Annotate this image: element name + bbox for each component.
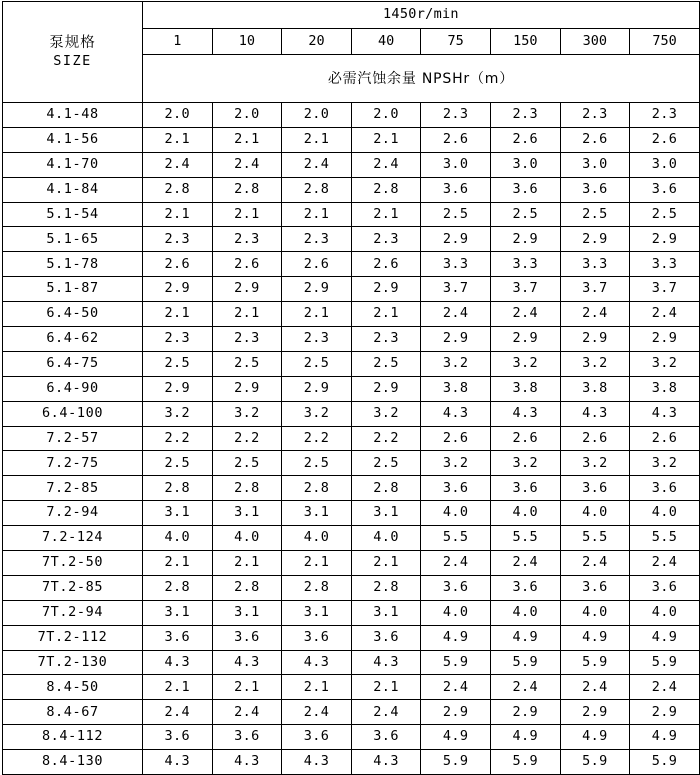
npshr-value-cell: 4.3 <box>421 401 491 426</box>
npshr-value-cell: 2.1 <box>212 302 282 327</box>
npshr-value-cell: 3.0 <box>421 152 491 177</box>
table-row <box>3 600 700 625</box>
npshr-value-cell: 4.3 <box>630 401 700 426</box>
npshr-value-cell: 4.0 <box>560 600 630 625</box>
npshr-value-cell: 2.3 <box>212 227 282 252</box>
npshr-value-cell: 2.4 <box>490 302 560 327</box>
flow-header-40: 40 <box>351 29 421 55</box>
npshr-value-cell: 3.6 <box>421 476 491 501</box>
npshr-value-cell: 2.1 <box>282 551 352 576</box>
npshr-value-cell: 4.0 <box>490 501 560 526</box>
npshr-value-cell: 2.5 <box>630 202 700 227</box>
npshr-value-cell: 2.6 <box>630 127 700 152</box>
npshr-value-cell: 2.3 <box>630 103 700 128</box>
npshr-value-cell: 2.9 <box>351 277 421 302</box>
npshr-value-cell: 2.9 <box>212 376 282 401</box>
npshr-value-cell: 2.9 <box>490 700 560 725</box>
table-row <box>3 575 700 600</box>
npshr-value-cell: 3.8 <box>421 376 491 401</box>
npshr-value-cell: 2.9 <box>143 376 213 401</box>
npshr-value-cell: 2.4 <box>560 302 630 327</box>
table-row <box>3 501 700 526</box>
npshr-value-cell: 2.8 <box>282 177 352 202</box>
npshr-value-cell: 2.3 <box>351 227 421 252</box>
npshr-value-cell: 3.6 <box>351 725 421 750</box>
npshr-value-cell: 2.0 <box>351 103 421 128</box>
pump-size-cell: 7T.2-130 <box>3 650 143 675</box>
npshr-value-cell: 3.0 <box>490 152 560 177</box>
npshr-value-cell: 3.7 <box>490 277 560 302</box>
npshr-value-cell: 4.0 <box>560 501 630 526</box>
npshr-value-cell: 2.1 <box>143 302 213 327</box>
npshr-value-cell: 2.4 <box>282 700 352 725</box>
npshr-value-cell: 2.0 <box>143 103 213 128</box>
npshr-value-cell: 3.1 <box>351 501 421 526</box>
npshr-value-cell: 2.6 <box>490 127 560 152</box>
npshr-value-cell: 3.6 <box>212 625 282 650</box>
table-row <box>3 202 700 227</box>
npshr-value-cell: 5.9 <box>560 650 630 675</box>
table-row <box>3 327 700 352</box>
npshr-value-cell: 2.1 <box>282 202 352 227</box>
npshr-value-cell: 2.4 <box>630 675 700 700</box>
npshr-value-cell: 2.3 <box>212 327 282 352</box>
npshr-value-cell: 2.1 <box>351 302 421 327</box>
npshr-value-cell: 3.2 <box>351 401 421 426</box>
npshr-value-cell: 4.9 <box>490 725 560 750</box>
table-row <box>3 103 700 128</box>
table-row <box>3 625 700 650</box>
npshr-value-cell: 3.6 <box>630 177 700 202</box>
npshr-value-cell: 3.1 <box>143 501 213 526</box>
npshr-value-cell: 3.6 <box>351 625 421 650</box>
table-row <box>3 127 700 152</box>
npshr-value-cell: 2.5 <box>212 351 282 376</box>
npshr-specification-table <box>2 1 700 775</box>
npshr-value-cell: 3.2 <box>421 351 491 376</box>
npshr-value-cell: 2.4 <box>630 302 700 327</box>
npshr-value-cell: 5.9 <box>421 750 491 775</box>
npshr-value-cell: 4.0 <box>212 526 282 551</box>
npshr-value-cell: 2.1 <box>351 675 421 700</box>
npshr-value-cell: 3.6 <box>630 476 700 501</box>
pump-size-cell: 6.4-75 <box>3 351 143 376</box>
table-row <box>3 650 700 675</box>
npshr-value-cell: 4.3 <box>212 750 282 775</box>
npshr-value-cell: 2.6 <box>143 252 213 277</box>
npshr-value-cell: 2.5 <box>282 451 352 476</box>
npshr-value-cell: 2.3 <box>282 227 352 252</box>
npshr-value-cell: 3.6 <box>490 476 560 501</box>
npshr-value-cell: 4.0 <box>421 600 491 625</box>
npshr-value-cell: 2.9 <box>560 700 630 725</box>
npshr-value-cell: 4.0 <box>421 501 491 526</box>
npshr-value-cell: 4.3 <box>282 650 352 675</box>
pump-size-cell: 8.4-130 <box>3 750 143 775</box>
npshr-value-cell: 4.9 <box>630 625 700 650</box>
npshr-value-cell: 2.0 <box>282 103 352 128</box>
npshr-value-cell: 3.1 <box>143 600 213 625</box>
pump-size-cell: 7T.2-94 <box>3 600 143 625</box>
table-row <box>3 401 700 426</box>
npshr-value-cell: 3.3 <box>560 252 630 277</box>
npshr-value-cell: 2.4 <box>351 700 421 725</box>
npshr-value-cell: 3.3 <box>490 252 560 277</box>
table-row <box>3 426 700 451</box>
pump-size-cell: 7.2-85 <box>3 476 143 501</box>
npshr-value-cell: 2.9 <box>212 277 282 302</box>
pump-size-cell: 8.4-50 <box>3 675 143 700</box>
npshr-value-cell: 3.2 <box>143 401 213 426</box>
pump-size-cell: 7.2-75 <box>3 451 143 476</box>
npshr-value-cell: 2.5 <box>351 451 421 476</box>
npshr-value-cell: 2.1 <box>351 202 421 227</box>
npshr-value-cell: 3.8 <box>490 376 560 401</box>
npshr-value-cell: 4.0 <box>351 526 421 551</box>
table-row <box>3 177 700 202</box>
npshr-value-cell: 3.8 <box>630 376 700 401</box>
npshr-value-cell: 2.8 <box>351 575 421 600</box>
npshr-value-cell: 4.3 <box>490 401 560 426</box>
npshr-value-cell: 2.4 <box>421 551 491 576</box>
npshr-value-cell: 4.0 <box>630 501 700 526</box>
npshr-value-cell: 3.6 <box>630 575 700 600</box>
table-row <box>3 526 700 551</box>
npshr-value-cell: 2.8 <box>351 177 421 202</box>
npshr-value-cell: 3.2 <box>630 351 700 376</box>
pump-size-cell: 4.1-48 <box>3 103 143 128</box>
npshr-value-cell: 3.0 <box>560 152 630 177</box>
npshr-value-cell: 2.1 <box>143 127 213 152</box>
npshr-value-cell: 4.9 <box>490 625 560 650</box>
npshr-value-cell: 2.8 <box>282 575 352 600</box>
npshr-value-cell: 2.1 <box>143 675 213 700</box>
npshr-value-cell: 4.3 <box>212 650 282 675</box>
pump-size-cell: 8.4-112 <box>3 725 143 750</box>
npshr-value-cell: 4.9 <box>630 725 700 750</box>
table-row <box>3 451 700 476</box>
npshr-value-cell: 5.9 <box>421 650 491 675</box>
npshr-value-cell: 5.9 <box>630 650 700 675</box>
npshr-value-cell: 2.1 <box>282 675 352 700</box>
npshr-value-cell: 2.4 <box>560 675 630 700</box>
npshr-value-cell: 3.7 <box>560 277 630 302</box>
npshr-value-cell: 3.2 <box>560 351 630 376</box>
npshr-value-cell: 2.5 <box>421 202 491 227</box>
npshr-value-cell: 4.3 <box>143 650 213 675</box>
npshr-value-cell: 3.6 <box>143 725 213 750</box>
npshr-value-cell: 2.9 <box>630 227 700 252</box>
npshr-value-cell: 3.2 <box>282 401 352 426</box>
npshr-value-cell: 2.8 <box>143 575 213 600</box>
npshr-value-cell: 2.3 <box>351 327 421 352</box>
npshr-value-cell: 3.7 <box>421 277 491 302</box>
npshr-value-cell: 2.4 <box>212 152 282 177</box>
npshr-value-cell: 3.1 <box>212 600 282 625</box>
pump-size-cell: 5.1-87 <box>3 277 143 302</box>
npshr-value-cell: 2.6 <box>212 252 282 277</box>
table-row <box>3 675 700 700</box>
npshr-value-cell: 3.6 <box>560 476 630 501</box>
npshr-value-cell: 2.3 <box>143 227 213 252</box>
npshr-value-cell: 2.6 <box>630 426 700 451</box>
npshr-value-cell: 3.2 <box>490 451 560 476</box>
npshr-value-cell: 4.3 <box>282 750 352 775</box>
npshr-value-cell: 2.9 <box>490 227 560 252</box>
npshr-value-cell: 3.6 <box>490 575 560 600</box>
npshr-value-cell: 2.4 <box>630 551 700 576</box>
flow-header-10: 10 <box>212 29 282 55</box>
flow-header-750: 750 <box>630 29 700 55</box>
npshr-value-cell: 2.4 <box>351 152 421 177</box>
npshr-value-cell: 3.6 <box>421 177 491 202</box>
npshr-value-cell: 2.3 <box>143 327 213 352</box>
npshr-value-cell: 2.1 <box>351 127 421 152</box>
npshr-value-cell: 2.9 <box>560 327 630 352</box>
npshr-value-cell: 3.3 <box>630 252 700 277</box>
npshr-value-cell: 2.5 <box>282 351 352 376</box>
npshr-value-cell: 3.1 <box>282 600 352 625</box>
npshr-value-cell: 3.6 <box>490 177 560 202</box>
npshr-value-cell: 2.8 <box>282 476 352 501</box>
table-row <box>3 551 700 576</box>
npshr-value-cell: 2.4 <box>560 551 630 576</box>
npshr-value-cell: 4.0 <box>282 526 352 551</box>
npshr-value-cell: 3.3 <box>421 252 491 277</box>
pump-size-cell: 7.2-124 <box>3 526 143 551</box>
npshr-value-cell: 5.9 <box>490 750 560 775</box>
pump-size-cell: 6.4-100 <box>3 401 143 426</box>
npshr-value-cell: 4.9 <box>560 725 630 750</box>
table-row <box>3 277 700 302</box>
pump-size-cell: 6.4-62 <box>3 327 143 352</box>
flow-header-150: 150 <box>490 29 560 55</box>
npshr-value-cell: 2.1 <box>282 127 352 152</box>
npshr-value-cell: 5.5 <box>421 526 491 551</box>
pump-size-cell: 8.4-67 <box>3 700 143 725</box>
npshr-value-cell: 2.5 <box>490 202 560 227</box>
npshr-value-cell: 2.3 <box>560 103 630 128</box>
npshr-value-cell: 2.2 <box>143 426 213 451</box>
size-header-cell <box>3 2 143 103</box>
npshr-value-cell: 3.6 <box>560 177 630 202</box>
npshr-value-cell: 2.1 <box>143 202 213 227</box>
npshr-value-cell: 4.3 <box>143 750 213 775</box>
npshr-value-cell: 2.4 <box>143 152 213 177</box>
npshr-value-cell: 5.9 <box>560 750 630 775</box>
npshr-value-cell: 3.6 <box>282 725 352 750</box>
npshr-value-cell: 2.4 <box>490 675 560 700</box>
npshr-value-cell: 3.0 <box>630 152 700 177</box>
table-row <box>3 152 700 177</box>
npshr-value-cell: 4.9 <box>421 625 491 650</box>
table-row <box>3 351 700 376</box>
npshr-value-cell: 2.9 <box>560 227 630 252</box>
npshr-value-cell: 2.9 <box>490 327 560 352</box>
npshr-value-cell: 2.6 <box>421 127 491 152</box>
npshr-value-cell: 2.5 <box>351 351 421 376</box>
pump-size-cell: 5.1-65 <box>3 227 143 252</box>
npshr-value-cell: 2.2 <box>212 426 282 451</box>
flow-header-1: 1 <box>143 29 213 55</box>
npshr-value-cell: 2.3 <box>490 103 560 128</box>
npshr-value-cell: 2.3 <box>421 103 491 128</box>
npshr-value-cell: 2.8 <box>351 476 421 501</box>
table-row <box>3 750 700 775</box>
npshr-value-cell: 4.9 <box>560 625 630 650</box>
pump-size-cell: 5.1-78 <box>3 252 143 277</box>
npshr-value-cell: 2.1 <box>212 551 282 576</box>
table-row <box>3 227 700 252</box>
npshr-value-cell: 2.5 <box>212 451 282 476</box>
pump-size-cell: 6.4-50 <box>3 302 143 327</box>
flow-header-20: 20 <box>282 29 352 55</box>
pump-size-cell: 7T.2-112 <box>3 625 143 650</box>
npshr-value-cell: 2.1 <box>282 302 352 327</box>
npshr-value-cell: 2.9 <box>282 277 352 302</box>
table-header <box>3 2 700 103</box>
npshr-value-cell: 2.8 <box>212 177 282 202</box>
npshr-value-cell: 2.8 <box>212 476 282 501</box>
table-row <box>3 302 700 327</box>
table-row <box>3 700 700 725</box>
npshr-value-cell: 3.1 <box>212 501 282 526</box>
npshr-value-cell: 2.3 <box>282 327 352 352</box>
npshr-value-cell: 2.4 <box>282 152 352 177</box>
pump-size-cell: 4.1-84 <box>3 177 143 202</box>
npshr-value-cell: 5.5 <box>630 526 700 551</box>
npshr-value-cell: 2.4 <box>421 302 491 327</box>
npshr-value-cell: 2.6 <box>421 426 491 451</box>
table-row <box>3 476 700 501</box>
table-row <box>3 376 700 401</box>
npshr-value-cell: 2.9 <box>421 227 491 252</box>
npshr-value-cell: 3.6 <box>282 625 352 650</box>
npshr-value-cell: 4.3 <box>560 401 630 426</box>
flow-header-75: 75 <box>421 29 491 55</box>
npshr-value-cell: 2.4 <box>212 700 282 725</box>
npshr-value-cell: 2.8 <box>143 177 213 202</box>
npshr-value-cell: 3.7 <box>630 277 700 302</box>
pump-size-cell: 4.1-56 <box>3 127 143 152</box>
npshr-value-cell: 3.1 <box>282 501 352 526</box>
npshr-value-cell: 3.2 <box>630 451 700 476</box>
npshr-value-cell: 4.0 <box>490 600 560 625</box>
npshr-value-cell: 2.8 <box>143 476 213 501</box>
npshr-value-cell: 2.9 <box>421 327 491 352</box>
npshr-value-cell: 4.9 <box>421 725 491 750</box>
npshr-value-cell: 2.6 <box>560 426 630 451</box>
npshr-value-cell: 2.1 <box>212 202 282 227</box>
size-header-label-cn: 泵规格 <box>49 34 96 51</box>
npshr-value-cell: 2.1 <box>143 551 213 576</box>
npshr-value-cell: 5.5 <box>490 526 560 551</box>
npshr-value-cell: 2.9 <box>421 700 491 725</box>
npshr-value-cell: 3.6 <box>143 625 213 650</box>
npshr-value-cell: 2.9 <box>143 277 213 302</box>
npshr-value-cell: 3.6 <box>421 575 491 600</box>
table-body <box>3 103 700 775</box>
npshr-value-cell: 2.4 <box>143 700 213 725</box>
npshr-value-cell: 2.1 <box>212 675 282 700</box>
npshr-value-cell: 3.2 <box>490 351 560 376</box>
npshr-value-cell: 2.5 <box>143 451 213 476</box>
npshr-value-cell: 3.2 <box>212 401 282 426</box>
pump-size-cell: 7T.2-85 <box>3 575 143 600</box>
npshr-value-cell: 2.8 <box>212 575 282 600</box>
npshr-value-cell: 3.6 <box>212 725 282 750</box>
npshr-value-cell: 2.1 <box>351 551 421 576</box>
npshr-value-cell: 2.6 <box>490 426 560 451</box>
speed-header-cell: 1450r/min <box>143 2 700 29</box>
npshr-value-cell: 2.0 <box>212 103 282 128</box>
npshr-value-cell: 2.1 <box>212 127 282 152</box>
npshr-value-cell: 3.2 <box>421 451 491 476</box>
npshr-value-cell: 2.4 <box>421 675 491 700</box>
table-row <box>3 725 700 750</box>
npshr-value-cell: 2.5 <box>560 202 630 227</box>
npshr-value-cell: 2.4 <box>490 551 560 576</box>
npshr-value-cell: 5.9 <box>490 650 560 675</box>
pump-size-cell: 6.4-90 <box>3 376 143 401</box>
pump-size-cell: 7T.2-50 <box>3 551 143 576</box>
npshr-value-cell: 2.6 <box>282 252 352 277</box>
npshr-value-cell: 4.0 <box>630 600 700 625</box>
npshr-value-cell: 2.9 <box>630 700 700 725</box>
npshr-value-cell: 2.5 <box>143 351 213 376</box>
table-row <box>3 252 700 277</box>
npshr-value-cell: 3.8 <box>560 376 630 401</box>
npshr-value-cell: 3.6 <box>560 575 630 600</box>
npshr-header-cell: 必需汽蚀余量 NPSHr（m） <box>143 55 700 103</box>
npshr-value-cell: 2.9 <box>630 327 700 352</box>
npshr-value-cell: 2.6 <box>351 252 421 277</box>
npshr-value-cell: 4.3 <box>351 750 421 775</box>
npshr-value-cell: 4.3 <box>351 650 421 675</box>
npshr-value-cell: 5.5 <box>560 526 630 551</box>
size-header-label-en: SIZE <box>53 53 92 69</box>
npshr-value-cell: 3.2 <box>560 451 630 476</box>
npshr-value-cell: 5.9 <box>630 750 700 775</box>
pump-size-cell: 7.2-57 <box>3 426 143 451</box>
npshr-value-cell: 2.9 <box>282 376 352 401</box>
pump-size-cell: 4.1-70 <box>3 152 143 177</box>
header-row-speed <box>3 2 700 29</box>
npshr-value-cell: 4.0 <box>143 526 213 551</box>
npshr-value-cell: 2.9 <box>351 376 421 401</box>
npshr-value-cell: 2.2 <box>351 426 421 451</box>
flow-header-300: 300 <box>560 29 630 55</box>
npshr-value-cell: 2.6 <box>560 127 630 152</box>
npshr-value-cell: 2.2 <box>282 426 352 451</box>
pump-size-cell: 5.1-54 <box>3 202 143 227</box>
npshr-value-cell: 3.1 <box>351 600 421 625</box>
pump-size-cell: 7.2-94 <box>3 501 143 526</box>
